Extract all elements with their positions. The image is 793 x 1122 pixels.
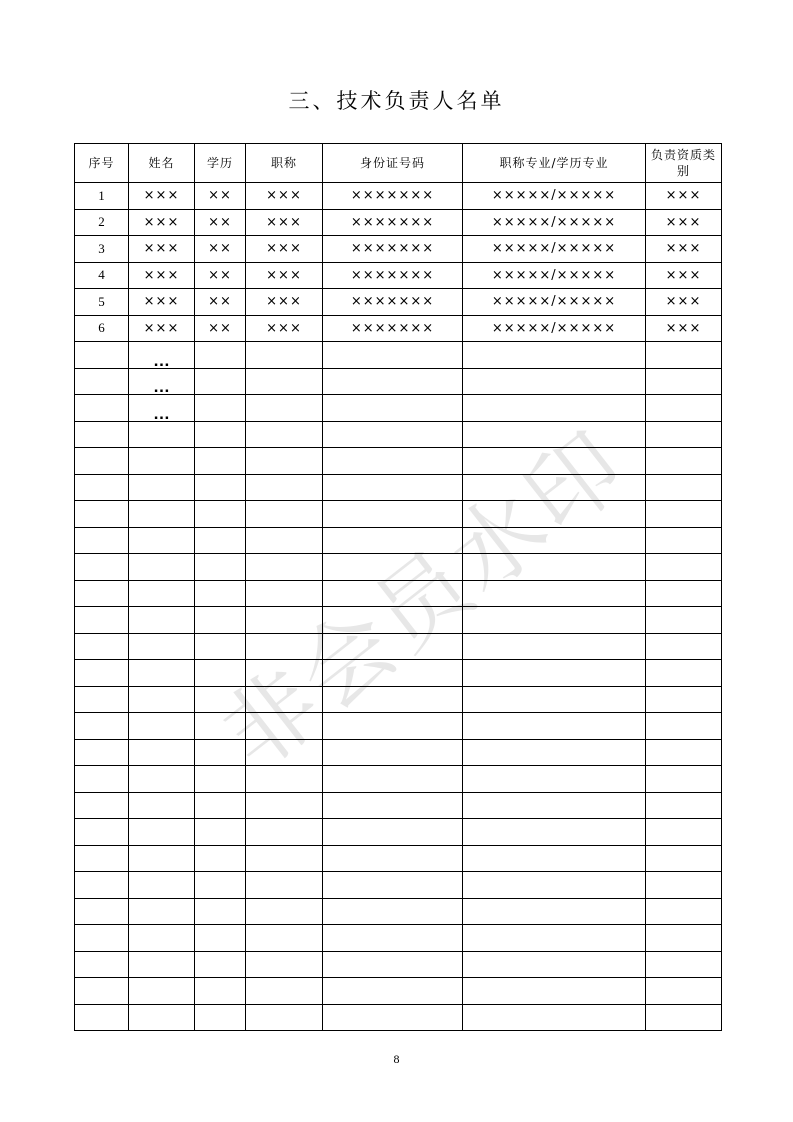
cell-qualification: ××× xyxy=(646,289,722,316)
cell-qualification: ××× xyxy=(646,209,722,236)
empty-cell xyxy=(195,898,246,925)
empty-cell xyxy=(195,792,246,819)
empty-cell xyxy=(75,898,129,925)
empty-cell xyxy=(129,527,195,554)
table-row xyxy=(75,421,722,448)
table-row xyxy=(75,527,722,554)
empty-cell xyxy=(463,342,646,369)
cell-specialty: ×××××/××××× xyxy=(463,183,646,210)
empty-cell xyxy=(129,872,195,899)
ellipsis-cell: … xyxy=(129,368,195,395)
empty-cell xyxy=(75,607,129,634)
ellipsis-cell: … xyxy=(129,342,195,369)
empty-cell xyxy=(463,792,646,819)
cell-seq: 5 xyxy=(75,289,129,316)
table-row xyxy=(75,395,722,422)
empty-cell xyxy=(246,845,323,872)
empty-cell xyxy=(129,845,195,872)
empty-cell xyxy=(75,951,129,978)
empty-cell xyxy=(129,739,195,766)
empty-cell xyxy=(463,978,646,1005)
empty-cell xyxy=(246,448,323,475)
empty-cell xyxy=(75,978,129,1005)
empty-cell xyxy=(246,474,323,501)
empty-cell xyxy=(646,527,722,554)
empty-cell xyxy=(75,845,129,872)
table-row xyxy=(75,925,722,952)
empty-cell xyxy=(246,819,323,846)
cell-qualification: ××× xyxy=(646,183,722,210)
empty-cell xyxy=(646,660,722,687)
empty-cell xyxy=(246,713,323,740)
cell-specialty: ×××××/××××× xyxy=(463,236,646,263)
empty-cell xyxy=(129,580,195,607)
empty-cell xyxy=(323,342,463,369)
cell-specialty: ×××××/××××× xyxy=(463,315,646,342)
empty-cell xyxy=(75,925,129,952)
table-row xyxy=(75,315,722,342)
empty-cell xyxy=(646,951,722,978)
empty-cell xyxy=(75,527,129,554)
table-row xyxy=(75,978,722,1005)
empty-cell xyxy=(323,792,463,819)
empty-cell xyxy=(246,660,323,687)
empty-cell xyxy=(323,978,463,1005)
empty-cell xyxy=(323,368,463,395)
table-row xyxy=(75,501,722,528)
empty-cell xyxy=(129,501,195,528)
empty-cell xyxy=(463,607,646,634)
empty-cell xyxy=(463,527,646,554)
empty-cell xyxy=(195,342,246,369)
empty-cell xyxy=(129,686,195,713)
empty-cell xyxy=(129,766,195,793)
empty-cell xyxy=(75,554,129,581)
empty-cell xyxy=(246,925,323,952)
table-row xyxy=(75,368,722,395)
empty-cell xyxy=(323,527,463,554)
empty-cell xyxy=(195,978,246,1005)
empty-cell xyxy=(323,421,463,448)
empty-cell xyxy=(75,1004,129,1031)
empty-cell xyxy=(246,342,323,369)
empty-cell xyxy=(463,1004,646,1031)
table-row xyxy=(75,554,722,581)
cell-title: ××× xyxy=(246,236,323,263)
table-row xyxy=(75,209,722,236)
cell-seq: 2 xyxy=(75,209,129,236)
empty-cell xyxy=(646,474,722,501)
empty-cell xyxy=(246,739,323,766)
empty-cell xyxy=(195,607,246,634)
ellipsis-cell: … xyxy=(129,395,195,422)
cell-title: ××× xyxy=(246,209,323,236)
empty-cell xyxy=(463,766,646,793)
cell-education: ×× xyxy=(195,262,246,289)
cell-seq: 1 xyxy=(75,183,129,210)
empty-cell xyxy=(246,633,323,660)
empty-cell xyxy=(323,607,463,634)
cell-name: ××× xyxy=(129,236,195,263)
table-row xyxy=(75,262,722,289)
cell-id-number: ××××××× xyxy=(323,315,463,342)
empty-cell xyxy=(129,607,195,634)
empty-cell xyxy=(75,580,129,607)
empty-cell xyxy=(75,342,129,369)
empty-cell xyxy=(129,554,195,581)
cell-specialty: ×××××/××××× xyxy=(463,289,646,316)
empty-cell xyxy=(323,819,463,846)
page-title: 三、技术负责人名单 xyxy=(288,89,505,113)
empty-cell xyxy=(323,739,463,766)
empty-cell xyxy=(463,501,646,528)
empty-cell xyxy=(246,872,323,899)
empty-cell xyxy=(246,951,323,978)
cell-title: ××× xyxy=(246,289,323,316)
empty-cell xyxy=(646,607,722,634)
table-row xyxy=(75,845,722,872)
empty-cell xyxy=(463,580,646,607)
empty-cell xyxy=(129,978,195,1005)
empty-cell xyxy=(75,739,129,766)
table-row xyxy=(75,183,722,210)
empty-cell xyxy=(246,1004,323,1031)
empty-cell xyxy=(246,421,323,448)
empty-cell xyxy=(195,368,246,395)
empty-cell xyxy=(246,978,323,1005)
cell-title: ××× xyxy=(246,183,323,210)
empty-cell xyxy=(463,739,646,766)
cell-id-number: ××××××× xyxy=(323,209,463,236)
empty-cell xyxy=(246,501,323,528)
empty-cell xyxy=(323,554,463,581)
empty-cell xyxy=(463,951,646,978)
empty-cell xyxy=(646,686,722,713)
empty-cell xyxy=(323,448,463,475)
table-body xyxy=(75,183,722,1031)
empty-cell xyxy=(129,474,195,501)
empty-cell xyxy=(646,448,722,475)
empty-cell xyxy=(646,766,722,793)
empty-cell xyxy=(129,898,195,925)
cell-specialty: ×××××/××××× xyxy=(463,209,646,236)
empty-cell xyxy=(246,527,323,554)
cell-id-number: ××××××× xyxy=(323,289,463,316)
cell-qualification: ××× xyxy=(646,262,722,289)
empty-cell xyxy=(75,474,129,501)
cell-education: ×× xyxy=(195,183,246,210)
empty-cell xyxy=(646,395,722,422)
technical-leaders-table xyxy=(74,143,722,1031)
empty-cell xyxy=(463,925,646,952)
cell-education: ×× xyxy=(195,236,246,263)
empty-cell xyxy=(246,792,323,819)
empty-cell xyxy=(129,792,195,819)
empty-cell xyxy=(323,686,463,713)
empty-cell xyxy=(323,501,463,528)
header-seq: 序号 xyxy=(75,144,129,183)
cell-title: ××× xyxy=(246,315,323,342)
empty-cell xyxy=(646,1004,722,1031)
empty-cell xyxy=(195,713,246,740)
cell-seq: 3 xyxy=(75,236,129,263)
table-row xyxy=(75,1004,722,1031)
empty-cell xyxy=(75,501,129,528)
empty-cell xyxy=(646,554,722,581)
empty-cell xyxy=(129,951,195,978)
cell-qualification: ××× xyxy=(646,315,722,342)
empty-cell xyxy=(463,554,646,581)
cell-name: ××× xyxy=(129,315,195,342)
empty-cell xyxy=(463,474,646,501)
empty-cell xyxy=(195,951,246,978)
empty-cell xyxy=(323,395,463,422)
empty-cell xyxy=(463,845,646,872)
cell-education: ×× xyxy=(195,289,246,316)
empty-cell xyxy=(463,448,646,475)
empty-cell xyxy=(75,660,129,687)
empty-cell xyxy=(323,660,463,687)
empty-cell xyxy=(129,1004,195,1031)
empty-cell xyxy=(195,527,246,554)
empty-cell xyxy=(323,845,463,872)
table-row xyxy=(75,236,722,263)
empty-cell xyxy=(75,766,129,793)
empty-cell xyxy=(129,713,195,740)
table-row xyxy=(75,713,722,740)
table-row xyxy=(75,766,722,793)
empty-cell xyxy=(75,421,129,448)
empty-cell xyxy=(463,633,646,660)
empty-cell xyxy=(195,421,246,448)
empty-cell xyxy=(195,395,246,422)
empty-cell xyxy=(195,554,246,581)
empty-cell xyxy=(323,713,463,740)
empty-cell xyxy=(646,633,722,660)
empty-cell xyxy=(129,925,195,952)
cell-title: ××× xyxy=(246,262,323,289)
empty-cell xyxy=(195,766,246,793)
header-specialty: 职称专业/学历专业 xyxy=(463,144,646,183)
empty-cell xyxy=(129,421,195,448)
empty-cell xyxy=(323,766,463,793)
empty-cell xyxy=(75,713,129,740)
empty-cell xyxy=(195,660,246,687)
empty-cell xyxy=(195,501,246,528)
table-row xyxy=(75,474,722,501)
table-row xyxy=(75,633,722,660)
empty-cell xyxy=(646,421,722,448)
empty-cell xyxy=(463,898,646,925)
empty-cell xyxy=(323,951,463,978)
empty-cell xyxy=(646,872,722,899)
empty-cell xyxy=(246,607,323,634)
empty-cell xyxy=(463,872,646,899)
empty-cell xyxy=(195,872,246,899)
empty-cell xyxy=(463,686,646,713)
header-id-number: 身份证号码 xyxy=(323,144,463,183)
empty-cell xyxy=(129,819,195,846)
empty-cell xyxy=(323,1004,463,1031)
empty-cell xyxy=(323,580,463,607)
cell-id-number: ××××××× xyxy=(323,236,463,263)
table-row xyxy=(75,342,722,369)
empty-cell xyxy=(463,713,646,740)
empty-cell xyxy=(646,580,722,607)
empty-cell xyxy=(463,368,646,395)
empty-cell xyxy=(323,898,463,925)
empty-cell xyxy=(195,580,246,607)
empty-cell xyxy=(75,448,129,475)
empty-cell xyxy=(195,925,246,952)
empty-cell xyxy=(246,686,323,713)
cell-name: ××× xyxy=(129,289,195,316)
empty-cell xyxy=(463,660,646,687)
empty-cell xyxy=(323,925,463,952)
empty-cell xyxy=(463,395,646,422)
header-qualification-category: 负责资质类别 xyxy=(646,144,722,183)
empty-cell xyxy=(646,713,722,740)
empty-cell xyxy=(75,872,129,899)
empty-cell xyxy=(195,633,246,660)
empty-cell xyxy=(75,633,129,660)
empty-cell xyxy=(646,368,722,395)
empty-cell xyxy=(246,898,323,925)
empty-cell xyxy=(195,739,246,766)
table-row xyxy=(75,872,722,899)
empty-cell xyxy=(75,395,129,422)
empty-cell xyxy=(246,368,323,395)
table-row xyxy=(75,686,722,713)
cell-education: ×× xyxy=(195,209,246,236)
cell-id-number: ××××××× xyxy=(323,262,463,289)
empty-cell xyxy=(246,766,323,793)
table-row xyxy=(75,792,722,819)
empty-cell xyxy=(75,368,129,395)
empty-cell xyxy=(195,474,246,501)
table-row xyxy=(75,580,722,607)
watermark: 非会员水印 xyxy=(202,409,647,790)
empty-cell xyxy=(646,792,722,819)
table-row xyxy=(75,448,722,475)
table-row xyxy=(75,660,722,687)
empty-cell xyxy=(129,448,195,475)
header-name: 姓名 xyxy=(129,144,195,183)
empty-cell xyxy=(195,819,246,846)
cell-education: ×× xyxy=(195,315,246,342)
empty-cell xyxy=(246,395,323,422)
cell-id-number: ××××××× xyxy=(323,183,463,210)
empty-cell xyxy=(646,845,722,872)
empty-cell xyxy=(646,342,722,369)
table-row xyxy=(75,289,722,316)
empty-cell xyxy=(323,474,463,501)
cell-name: ××× xyxy=(129,262,195,289)
header-education: 学历 xyxy=(195,144,246,183)
empty-cell xyxy=(75,819,129,846)
cell-seq: 4 xyxy=(75,262,129,289)
page-number: 8 xyxy=(393,1052,400,1066)
empty-cell xyxy=(646,819,722,846)
cell-seq: 6 xyxy=(75,315,129,342)
empty-cell xyxy=(646,978,722,1005)
table-header-row xyxy=(75,144,722,183)
table-row xyxy=(75,819,722,846)
empty-cell xyxy=(195,448,246,475)
empty-cell xyxy=(646,739,722,766)
empty-cell xyxy=(129,660,195,687)
table-row xyxy=(75,898,722,925)
cell-name: ××× xyxy=(129,183,195,210)
header-title: 职称 xyxy=(246,144,323,183)
empty-cell xyxy=(646,501,722,528)
empty-cell xyxy=(246,554,323,581)
empty-cell xyxy=(323,633,463,660)
table-row xyxy=(75,607,722,634)
empty-cell xyxy=(646,925,722,952)
empty-cell xyxy=(75,792,129,819)
cell-specialty: ×××××/××××× xyxy=(463,262,646,289)
empty-cell xyxy=(246,580,323,607)
empty-cell xyxy=(129,633,195,660)
empty-cell xyxy=(195,845,246,872)
table-row xyxy=(75,739,722,766)
table-row xyxy=(75,951,722,978)
empty-cell xyxy=(195,1004,246,1031)
empty-cell xyxy=(646,898,722,925)
empty-cell xyxy=(463,819,646,846)
empty-cell xyxy=(463,421,646,448)
cell-name: ××× xyxy=(129,209,195,236)
empty-cell xyxy=(75,686,129,713)
cell-qualification: ××× xyxy=(646,236,722,263)
empty-cell xyxy=(323,872,463,899)
empty-cell xyxy=(195,686,246,713)
